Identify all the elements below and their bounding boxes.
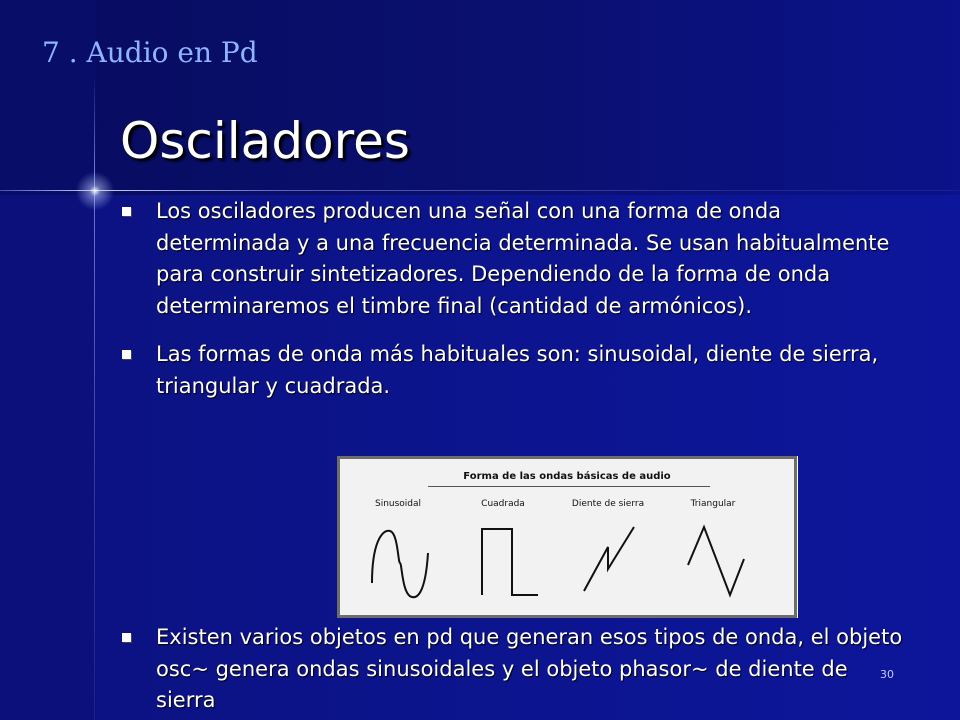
square-bullet-icon xyxy=(122,207,131,216)
bullet-list-bottom xyxy=(120,622,910,717)
bullet-text: Existen varios objetos en pd que generan esos tipos de onda, el objeto osc~ genera ondas sinusoidales y el objeto phasor~ de diente de sierra xyxy=(156,625,903,712)
sawtooth-wave-icon xyxy=(578,523,642,603)
wave-label-diente-de-sierra: Diente de sierra xyxy=(571,499,645,509)
star-glow-icon xyxy=(74,170,116,212)
square-bullet-icon xyxy=(122,633,131,642)
square-bullet-icon xyxy=(122,350,131,359)
wave-label-triangular: Triangular xyxy=(690,499,736,509)
sine-wave-icon xyxy=(368,523,432,603)
figure-divider xyxy=(428,486,710,487)
square-wave-icon xyxy=(474,523,538,603)
left-panel xyxy=(0,0,96,720)
waveform-figure xyxy=(337,456,797,618)
bullet-text: Las formas de onda más habituales son: sinusoidal, diente de sierra, triangular y cuadrada. xyxy=(156,342,879,398)
triangle-wave-icon xyxy=(684,523,748,603)
wave-label-sinusoidal: Sinusoidal xyxy=(374,499,422,509)
horizontal-accent-line xyxy=(0,190,960,191)
list-item xyxy=(120,196,910,322)
list-item xyxy=(120,339,910,402)
bullet-text: Los osciladores producen una señal con una forma de onda determinada y a una frecuencia determinada. Se usan habitualmente para construir sintetizadores. Dependiendo de la forma de onda determinaremos el timbre final (cantidad de armónicos). xyxy=(156,199,890,318)
bullet-list xyxy=(120,196,910,402)
list-item xyxy=(120,622,910,717)
wave-label-cuadrada: Cuadrada xyxy=(481,499,525,509)
slide-number: 30 xyxy=(880,668,894,681)
figure-title: Forma de las ondas básicas de audio xyxy=(463,471,671,482)
section-title: 7 . Audio en Pd xyxy=(42,36,258,69)
slide-title: Osciladores xyxy=(120,112,410,170)
